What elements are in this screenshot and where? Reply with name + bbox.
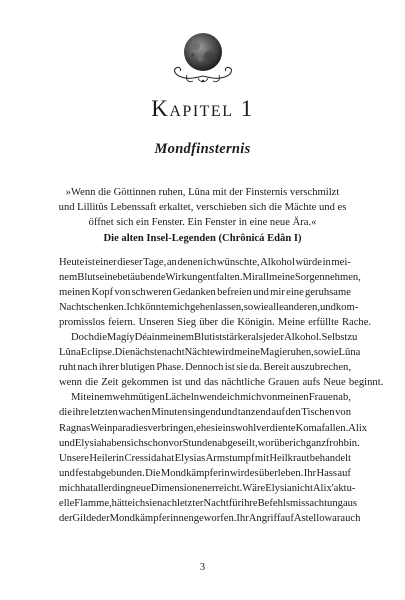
body-line: und fest abgebunden. Die Mondkämpferin wird es überleben. Ihr Hass auf <box>59 467 351 479</box>
body-line: elle Flamme, hätte ich sie nach letzter Nacht für ihre Befehlsmissachtung aus <box>59 497 358 509</box>
body-line: wenn die Zeit gekommen ist und das nächtliche Grauen aufs Neue beginnt. <box>59 377 384 389</box>
body-line: nem Blut seine betäubende Wirkung entfalten. Mir all meine Sorgen nehmen, <box>59 272 361 284</box>
body-line: promisslos feiern. Unseren Sieg über die Königin. Meine erfüllte Rache. <box>59 317 372 329</box>
body-line: der Gilde der Mondkämpferinnen geworfen. Ihr Angriff auf Astello war auch <box>59 512 361 524</box>
body-line: Lûna Eclipse. Die nächsten acht Nächte wird meine Magie ruhen, so wie Lûna <box>59 347 361 359</box>
body-line: Ragnas Weinparadies verbringen, ehe sie ins wohlverdiente Koma fallen. Alix <box>59 422 368 434</box>
epigraph-source: Die alten Insel-Legenden (Chrônicá Edân I) <box>103 232 302 244</box>
epigraph <box>40 185 365 246</box>
epigraph-line: und Lillitûs Lebenssaft erkaltet, verschieben sich die Mächte und es <box>58 202 347 214</box>
body-line: meinen Kopf von schweren Gedanken befreien und mir eine geruhsame <box>59 287 351 299</box>
page-number: 3 <box>199 562 206 573</box>
body-line: Unsere Heilerin Cressida hat Elysias Armstumpf mit Heilkraut behandelt <box>59 452 351 464</box>
body-line: Mit einem wehmütigen Lächeln wende ich mich von meinen Frauen ab, <box>71 392 351 404</box>
body-line: und Elysia haben sich schon vor Stunden abgeseilt, worüber ich ganz froh bin. <box>59 437 360 449</box>
body-line: mich hat allerding neue Dimensionen erreicht. Wäre Elysia nicht Alix' aktu- <box>59 482 356 494</box>
body-line: die ihre letzten wachen Minuten singend und tanzend auf den Tischen von <box>59 407 351 419</box>
epigraph-line: öffnet sich ein Fenster. Ein Fenster in eine neue Ära.« <box>88 217 317 229</box>
epigraph-line: »Wenn die Göttinnen ruhen, Lûna mit der Finsternis verschmilzt <box>65 187 340 198</box>
chapter-title: Kapitel 1 <box>151 96 254 121</box>
body-text <box>59 255 384 526</box>
body-line: ruht nach ihrer blutigen Phase. Dennoch ist sie da. Bereit auszubrechen, <box>59 362 351 374</box>
moon-ornament-icon <box>165 28 241 86</box>
body-line: Doch die Magíy Déa in meinem Blut ist stärker als jeder Alkohol. Selbst zu <box>71 332 358 344</box>
chapter-subtitle: Mondfinsternis <box>154 141 251 157</box>
body-line: Heute ist einer dieser Tage, an denen ich wünschte, Alkohol würde in mei- <box>59 257 351 268</box>
body-line: Nacht schenken. Ich könnte mich gehen lassen, so wie alle anderen, und kom- <box>59 302 359 314</box>
